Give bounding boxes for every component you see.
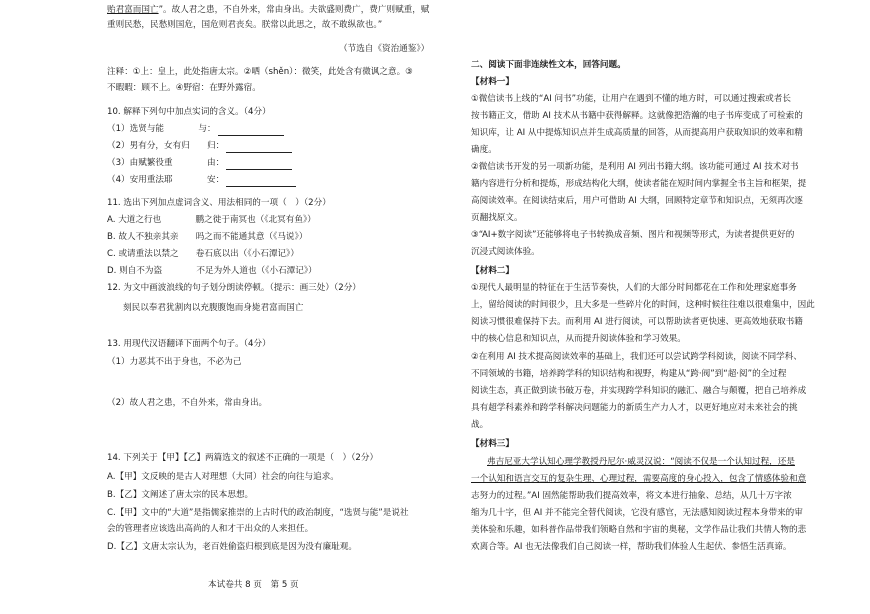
- text-line: 美体验和乐趣，如科普作品带我们领略自然和宇宙的奥秘，文学作品让我们共情人物的悲: [471, 525, 807, 535]
- text-line: ②在利用 AI 技术提高阅读效率的基础上，我们还可以尝试跨学科阅读，阅读不同学科、: [471, 352, 802, 362]
- q10-item-3: [107, 156, 292, 170]
- q11-option-d: D. 则自不为盗 不足为外人道也（《小石潭记》）: [107, 266, 317, 276]
- answer-blank[interactable]: [218, 126, 284, 136]
- q13-item-2: （2）故人君之患，不自外来，常由身出。: [107, 398, 268, 408]
- q10-item-text: （2）男有分，女有归 归：: [107, 141, 225, 151]
- q10-item-1: [107, 122, 284, 136]
- question-10: 10. 解释下列句中加点实词的含义。（4分）: [107, 107, 271, 117]
- quote-line: 弗吉尼亚大学认知心理学教授丹尼尔·威灵汉说：“阅读不仅是一个认知过程，还是: [487, 457, 795, 467]
- annotation-line: 不暇暇：顾不上。④野宿：在野外露宿。: [107, 83, 261, 93]
- q11-option-c: C. 或请重法以禁之 卷石底以出（《小石潭记》）: [107, 249, 299, 259]
- question-14: 14. 下列关于【甲】【乙】两篇选文的叙述不正确的一项是（ ）（2分）: [107, 453, 379, 463]
- q10-item-text: （3）由赋繁役重 由：: [107, 158, 225, 168]
- q14-option-d: D.【乙】文唐太宗认为，老百姓偷盗归根到底是因为没有廉耻观。: [107, 542, 357, 552]
- q10-item-4: [107, 173, 296, 187]
- q14-option-c: C.【甲】文中的“大道”是指儒家推崇的上古时代的政治制度，“选贤与能”是说社: [107, 508, 409, 518]
- text-line: 确度。: [471, 145, 497, 155]
- quote-line: [471, 472, 806, 486]
- text-line: 页翻找原文。: [471, 213, 523, 223]
- material-3-label: 【材料三】: [471, 439, 514, 449]
- q10-item-text: （1）选贤与能 与：: [107, 124, 216, 134]
- text-line: 不同领域的书籍，培养跨学科的知识结构和视野，构建从“跨·阀”到“超·阅”的全过程: [471, 369, 787, 379]
- question-11: 11. 选出下列加点虚词含义、用法相同的一项（ ）（2分）: [107, 198, 331, 208]
- q11-option-b: B. 故人不独亲其亲 吗之而不能通其意（《马说》）: [107, 232, 308, 242]
- text-line: [107, 3, 429, 17]
- text-line: 志努力的过程。”AI 固然能帮助我们提高效率，将文本进行抽象、总结，从几十万字浓: [471, 491, 792, 501]
- source-citation: （节选自《资治通鉴》）: [339, 44, 430, 54]
- section-heading: 二、阅读下面非连续性文本，回答问题。: [471, 60, 626, 70]
- answer-blank[interactable]: [226, 143, 292, 153]
- underlined-text: 贻君富而国亡: [107, 5, 159, 15]
- q14-option-c-cont: 会的管理者应该选出高尚的人和才干出众的人来担任。: [107, 524, 314, 534]
- material-2-label: 【材料二】: [471, 266, 514, 276]
- text-line: 战。: [471, 420, 489, 430]
- q13-item-1: （1）力恶其不出于身也，不必为己: [107, 357, 242, 367]
- q11-option-a: A. 大道之行也 鹏之徙于南冥也（《北冥有鱼》）: [107, 215, 316, 225]
- text-line: 知识库，让 AI 从中提炼知识点并生成高质量的回答，从而提高用户获取知识的效率和精: [471, 128, 803, 138]
- text-line: ①微信读书上线的“AI 问书”功能，让用户在遇到不懂的地方时，可以通过搜索或者长: [471, 94, 791, 104]
- text-line: 高阅读效率。在阅读结束后，用户可借助 AI 大纲，回顾特定章节和知识点，无须再次逐: [471, 196, 803, 206]
- text-line: 具有超学科素养和跨学科解决问题能力的新质生产力人才，以更好地应对未来社会的挑: [471, 403, 798, 413]
- text-line: 上，留给阅读的时间很少，且大多是一些碎片化的时间，这种时候往往难以很难集中，因此: [471, 300, 815, 310]
- annotation-line: 注释：①上：皇上，此处指唐太宗。②哂（shěn）：微笑，此处含有微讽之意。③: [107, 67, 413, 77]
- text-line: ③“AI+数字阅读”还能够将电子书转换成音频、图片和视频等形式，为读者提供更好的: [471, 230, 795, 240]
- q12-sentence: 刻民以奉君犹割肉以充腹腹饱而身毙君富而国亡: [123, 303, 304, 313]
- text-line: 阅读习惯很难保持下去。而利用 AI 进行阅读，可以帮助读者更快速、更高效地获取书籍: [471, 317, 803, 327]
- q10-item-2: [107, 139, 292, 153]
- text-line: 中的核心信息和知识点，从而提升阅读体验和学习效果。: [471, 334, 686, 344]
- text-line: 沉浸式阅读体验。: [471, 247, 540, 257]
- text-fragment: ”。故人君之患，不自外来，常由身出。夫欲盛则费广，费广则赋重，赋: [158, 5, 430, 15]
- underlined-text: 一个认知和语言交互的复杂生理、心理过程，需要高度的身心投入，包含了情感体验和意: [471, 474, 807, 484]
- q10-item-text: （4）安用重法耶 安：: [107, 175, 225, 185]
- text-line: ②微信读书开发的另一项新功能，是利用 AI 列出书籍大纲。该功能可通过 AI 技术对书: [471, 162, 799, 172]
- q14-option-a: A.【甲】文反映的是古人对理想（大同）社会的向往与追求。: [107, 472, 339, 482]
- text-line: 重则民愁，民愁则国危，国危则君丧矣。朕常以此思之，故不敢纵欲也。”: [107, 20, 383, 30]
- answer-blank[interactable]: [226, 160, 292, 170]
- question-13: 13. 用现代汉语翻译下面两个句子。（4分）: [107, 339, 271, 349]
- text-line: ①现代人最明显的特征在于生活节奏快，人们的大部分时间都花在工作和处理家庭事务: [471, 283, 797, 293]
- text-line: 欢离合等。AI 也无法像我们自己阅读一样，帮助我们体验人生起伏、参悟生活真谛。: [471, 542, 792, 552]
- material-1-label: 【材料一】: [471, 77, 514, 87]
- text-line: 缩为几十字，但 AI 并不能完全替代阅读，它没有感官，无法感知阅读过程本身带来的审: [471, 508, 803, 518]
- page-footer: 本试卷共 8 页 第 5 页: [208, 580, 299, 590]
- question-12: 12. 为文中画波浪线的句子划分朗读停顿。（提示：画三处）（2分）: [107, 283, 361, 293]
- text-line: 按书籍正文，借助 AI 技术从书籍中获得解释。这就像把浩瀚的电子书库变成了可检索的: [471, 111, 803, 121]
- answer-blank[interactable]: [226, 177, 296, 187]
- q14-option-b: B.【乙】文阐述了唐太宗的民本思想。: [107, 490, 254, 500]
- text-line: 籍内容进行分析和提炼，形成结构化大纲，使读者能在短时间内掌握全书主旨和框架，提: [471, 179, 807, 189]
- text-line: 阅读生态，真正做到读书破万卷，并实现跨学科知识的融汇、融合与颠覆，把自己培养成: [471, 386, 807, 396]
